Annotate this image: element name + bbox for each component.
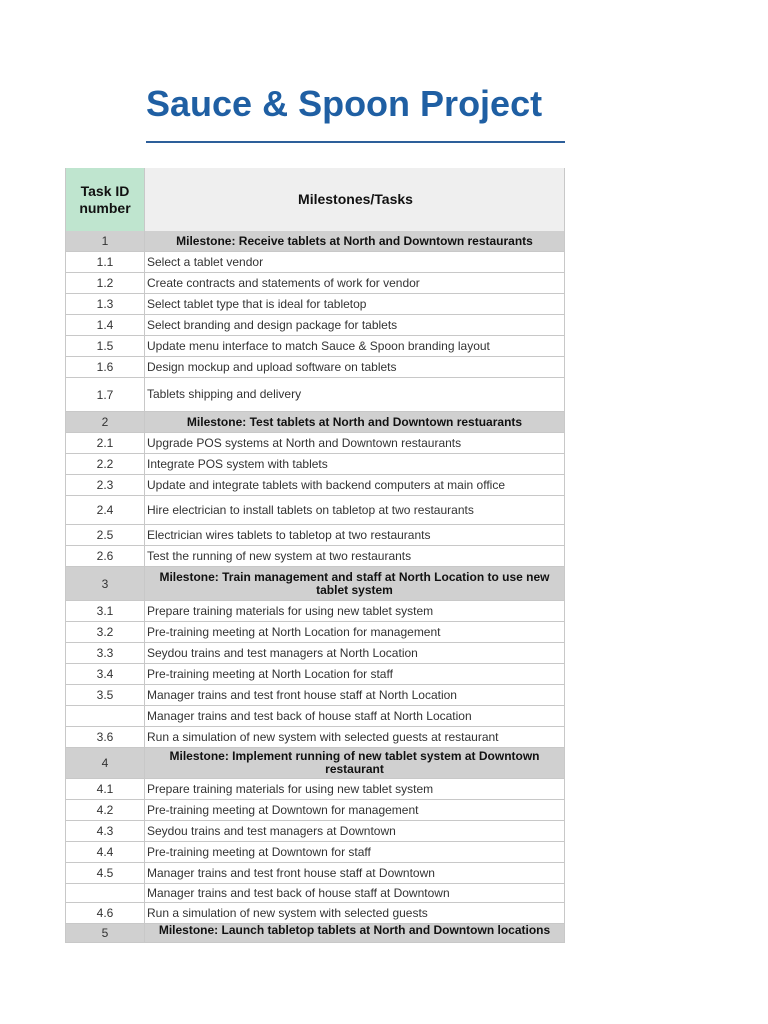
task-id-cell: 1.2 (65, 273, 144, 294)
table-row (65, 884, 565, 903)
task-id-cell: 4 (65, 748, 144, 779)
task-id-cell: 3.2 (65, 622, 144, 643)
title-container (146, 84, 565, 144)
milestone-cell: Milestone: Launch tabletop tablets at North and Downtown locations (144, 924, 565, 943)
page-title: Sauce & Spoon Project (146, 84, 543, 124)
task-cell: Manager trains and test front house staff at North Location (144, 685, 565, 706)
task-id-cell: 3.4 (65, 664, 144, 685)
task-id-cell: 4.2 (65, 800, 144, 821)
task-id-cell: 2.4 (65, 496, 144, 525)
task-cell: Seydou trains and test managers at Downtown (144, 821, 565, 842)
task-id-cell: 3 (65, 567, 144, 601)
task-id-cell: 1.5 (65, 336, 144, 357)
table-row (65, 315, 565, 336)
task-cell: Upgrade POS systems at North and Downtown restaurants (144, 433, 565, 454)
task-id-cell: 1.3 (65, 294, 144, 315)
table-row (65, 779, 565, 800)
task-cell: Prepare training materials for using new tablet system (144, 779, 565, 800)
task-id-cell: 3.5 (65, 685, 144, 706)
task-cell: Manager trains and test front house staff at Downtown (144, 863, 565, 884)
table-row (65, 252, 565, 273)
table-row (65, 294, 565, 315)
task-id-cell: 4.6 (65, 903, 144, 924)
task-cell: Pre-training meeting at North Location for management (144, 622, 565, 643)
milestone-row (65, 748, 565, 779)
table-row (65, 821, 565, 842)
task-id-cell: 4.5 (65, 863, 144, 884)
task-cell: Select a tablet vendor (144, 252, 565, 273)
task-cell: Pre-training meeting at Downtown for management (144, 800, 565, 821)
task-id-cell: 2.6 (65, 546, 144, 567)
task-cell: Seydou trains and test managers at North Location (144, 643, 565, 664)
task-id-cell: 1 (65, 231, 144, 252)
task-cell: Update and integrate tablets with backend computers at main office (144, 475, 565, 496)
task-id-cell: 5 (65, 924, 144, 943)
task-cell: Tablets shipping and delivery (144, 378, 565, 412)
task-id-cell: 2.3 (65, 475, 144, 496)
task-id-cell: 2.5 (65, 525, 144, 546)
table-row (65, 685, 565, 706)
task-id-cell: 2.2 (65, 454, 144, 475)
table-row (65, 336, 565, 357)
task-table (65, 168, 565, 943)
task-id-cell (65, 706, 144, 727)
milestone-row (65, 231, 565, 252)
task-cell: Run a simulation of new system with selected guests at restaurant (144, 727, 565, 748)
table-row (65, 273, 565, 294)
task-cell: Pre-training meeting at Downtown for staff (144, 842, 565, 863)
table-row (65, 903, 565, 924)
milestone-cell: Milestone: Test tablets at North and Downtown restuarants (144, 412, 565, 433)
task-id-cell: 3.6 (65, 727, 144, 748)
table-row (65, 706, 565, 727)
table-header-row (65, 168, 565, 231)
task-id-cell: 1.6 (65, 357, 144, 378)
table-row (65, 863, 565, 884)
task-cell: Test the running of new system at two restaurants (144, 546, 565, 567)
table-row (65, 433, 565, 454)
task-cell: Manager trains and test back of house staff at North Location (144, 706, 565, 727)
task-id-cell: 2 (65, 412, 144, 433)
table-row (65, 601, 565, 622)
task-id-cell: 4.4 (65, 842, 144, 863)
task-id-cell: 1.4 (65, 315, 144, 336)
table-row (65, 622, 565, 643)
task-cell: Pre-training meeting at North Location for staff (144, 664, 565, 685)
task-cell: Manager trains and test back of house staff at Downtown (144, 884, 565, 903)
task-id-cell: 2.1 (65, 433, 144, 454)
task-cell: Select tablet type that is ideal for tabletop (144, 294, 565, 315)
table-row (65, 800, 565, 821)
task-id-header: Task ID number (65, 168, 144, 231)
table-row (65, 546, 565, 567)
milestones-header: Milestones/Tasks (144, 168, 565, 231)
table-row (65, 454, 565, 475)
task-id-cell: 3.1 (65, 601, 144, 622)
milestone-row (65, 412, 565, 433)
table-row (65, 664, 565, 685)
table-row (65, 727, 565, 748)
title-underline (146, 141, 565, 143)
task-cell: Create contracts and statements of work for vendor (144, 273, 565, 294)
milestone-cell: Milestone: Train management and staff at North Location to use new tablet system (144, 567, 565, 601)
table-row (65, 378, 565, 412)
task-id-cell: 1.1 (65, 252, 144, 273)
task-cell: Prepare training materials for using new tablet system (144, 601, 565, 622)
task-cell: Design mockup and upload software on tablets (144, 357, 565, 378)
task-cell: Hire electrician to install tablets on tabletop at two restaurants (144, 496, 565, 525)
milestone-cell: Milestone: Implement running of new tablet system at Downtown restaurant (144, 748, 565, 779)
table-body (65, 231, 565, 943)
task-cell: Integrate POS system with tablets (144, 454, 565, 475)
task-id-cell: 4.3 (65, 821, 144, 842)
table-row (65, 525, 565, 546)
milestone-row (65, 567, 565, 601)
task-cell: Update menu interface to match Sauce & Spoon branding layout (144, 336, 565, 357)
task-id-cell: 1.7 (65, 378, 144, 412)
task-id-cell: 3.3 (65, 643, 144, 664)
table-row (65, 475, 565, 496)
milestone-row (65, 924, 565, 943)
task-cell: Electrician wires tablets to tabletop at two restaurants (144, 525, 565, 546)
milestone-cell: Milestone: Receive tablets at North and Downtown restaurants (144, 231, 565, 252)
table-row (65, 643, 565, 664)
task-cell: Select branding and design package for tablets (144, 315, 565, 336)
table-row (65, 496, 565, 525)
task-id-cell: 4.1 (65, 779, 144, 800)
task-id-cell (65, 884, 144, 903)
table-row (65, 357, 565, 378)
table-row (65, 842, 565, 863)
task-cell: Run a simulation of new system with selected guests (144, 903, 565, 924)
